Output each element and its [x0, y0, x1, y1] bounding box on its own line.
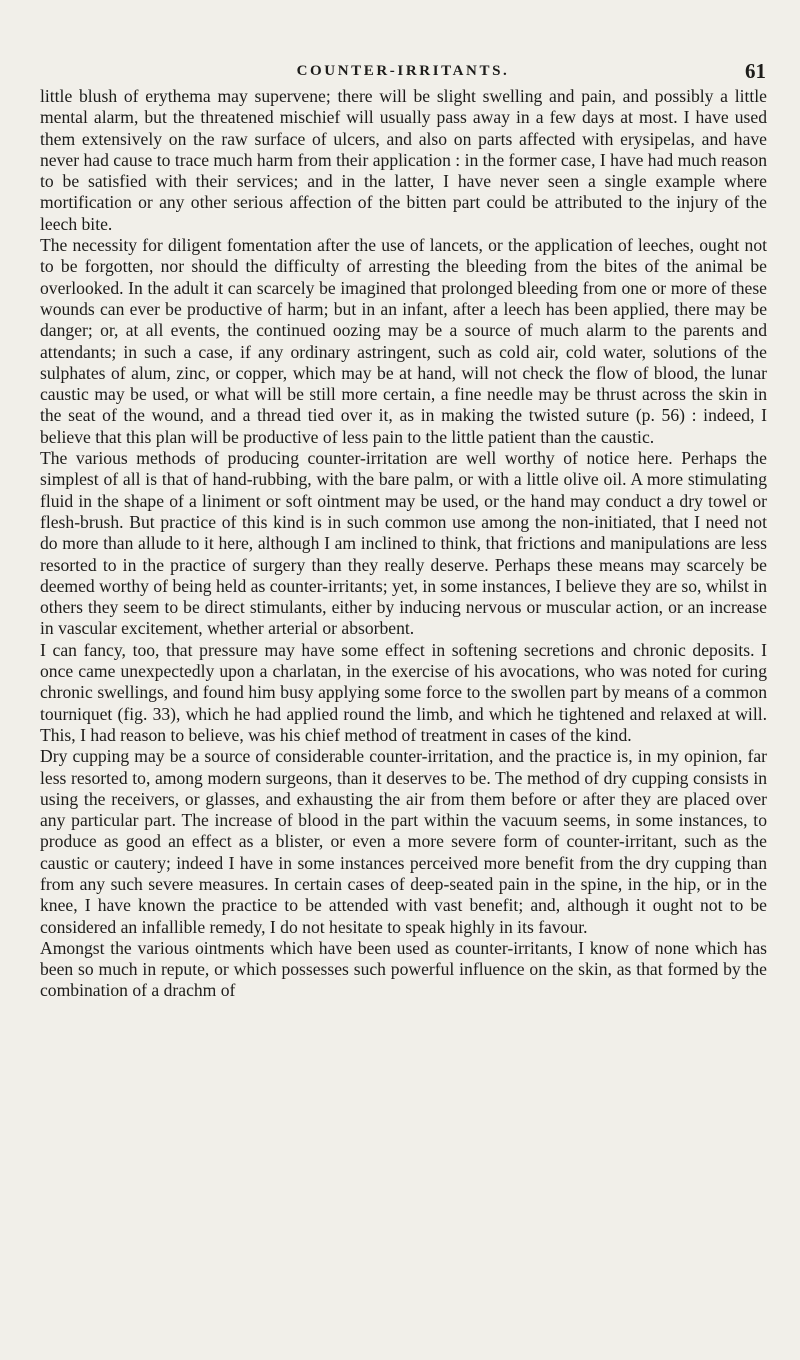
- page-number: 61: [745, 59, 766, 83]
- paragraph: The various methods of producing counter-irritation are well worthy of notice here. Perhaps the simplest of all is that of hand-rubbing, with the bare palm, or with a little olive oil. A more stimulating fluid in the shape of a liniment or soft ointment may be used, or the hand may conduct a dry towel or flesh-brush. But practice of this kind is in such common use among the non-initiated, that I need not do more than allude to it here, although I am inclined to think, that frictions and manipulations are less resorted to in the practice of surgery than they really deserve. Perhaps these means may scarcely be deemed worthy of being held as counter-irritants; yet, in some instances, I believe they are so, whilst in others they seem to be direct stimulants, either by inducing nervous or muscular action, or an increase in vascular excitement, whether arterial or absorbent.: [40, 448, 767, 639]
- paragraph: Dry cupping may be a source of considerable counter-irritation, and the practice is, in my opinion, far less resorted to, among modern surgeons, than it deserves to be. The method of dry cupping consists in using the receivers, or glasses, and exhausting the air from them before or after they are placed over any particular part. The increase of blood in the part within the vacuum seems, in some instances, to produce as good an effect as a blister, or even a more severe form of counter-irritant, such as the caustic or cautery; indeed I have in some instances perceived more benefit from the dry cupping than from any such severe measures. In certain cases of deep-seated pain in the spine, in the hip, or in the knee, I have known the practice to be attended with vast benefit; and, although it ought not to be considered an infallible remedy, I do not hesitate to speak highly in its favour.: [40, 746, 767, 937]
- paragraph: I can fancy, too, that pressure may have some effect in softening secretions and chronic deposits. I once came unexpectedly upon a charlatan, in the exercise of his avocations, who was noted for curing chronic swellings, and found him busy applying some force to the swollen part by means of a common tourniquet (fig. 33), which he had applied round the limb, and which he tightened and relaxed at will. This, I had reason to believe, was his chief method of treatment in cases of the kind.: [40, 639, 767, 745]
- body-text: [40, 86, 767, 1002]
- running-head: COUNTER-IRRITANTS.: [296, 63, 510, 79]
- paragraph: little blush of erythema may supervene; there will be slight swelling and pain, and possibly a little mental alarm, but the threatened mischief will usually pass away in a few days at most. I have used them extensively on the raw surface of ulcers, and also on parts affected with erysipelas, and have never had cause to trace much harm from their application : in the former case, I have had much reason to be satisfied with their services; and in the latter, I have never seen a single example where mortification or any other serious affection of the bitten part could be attributed to the injury of the leech bite.: [40, 86, 767, 234]
- page-header: [40, 59, 766, 87]
- paragraph: The necessity for diligent fomentation after the use of lancets, or the application of leeches, ought not to be forgotten, nor should the difficulty of arresting the bleeding from the bites of the animal be overlooked. In the adult it can scarcely be imagined that prolonged bleeding from one or more of these wounds can ever be productive of harm; but in an infant, after a leech has been applied, there may be danger; or, at all events, the continued oozing may be a source of much alarm to the parents and attendants; in such a case, if any ordinary astringent, such as cold air, cold water, solutions of the sulphates of alum, zinc, or copper, which may be at hand, will not check the flow of blood, the lunar caustic may be used, or what will be still more certain, a fine needle may be thrust across the skin in the seat of the wound, and a thread tied over it, as in making the twisted suture (p. 56) : indeed, I believe that this plan will be productive of less pain to the little patient than the caustic.: [40, 235, 767, 447]
- paragraph: Amongst the various ointments which have been used as counter-irritants, I know of none which has been so much in repute, or which possesses such powerful influence on the skin, as that formed by the combination of a drachm of: [40, 937, 767, 1001]
